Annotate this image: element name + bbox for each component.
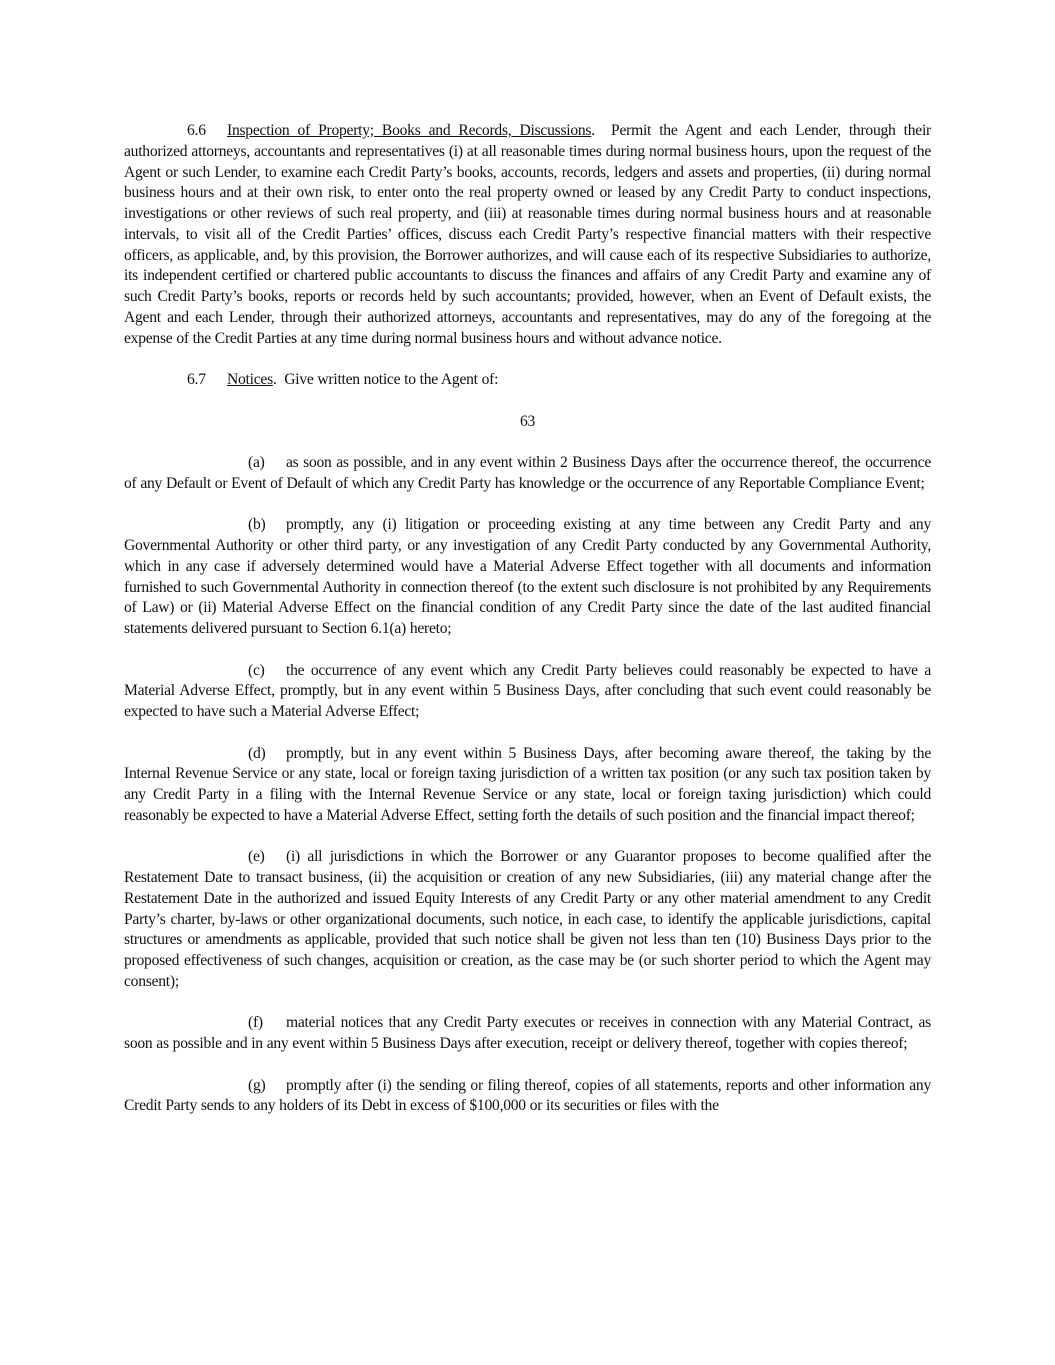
section-number: 6.6 [187,122,206,139]
clause-label: (a) [248,454,265,471]
clause-label: (d) [248,744,266,762]
section-heading: Notices [227,371,273,388]
clause-label: (c) [248,661,265,679]
clause-label: (f) [248,1014,263,1032]
clause-g [124,1076,931,1118]
section-heading: Inspection of Property; Books and Records, Discussions [227,122,592,139]
page-number: 63 [519,412,536,430]
clause-text: promptly after (i) the sending or filing thereof, copies of all statements, reports and other information any Credit Party sends to any holders of its Debt in excess of $100,000 or its securities or files with the [124,1076,931,1115]
clause-d [124,744,931,827]
clause-text: as soon as possible, and in any event within 2 Business Days after the occurrence thereof, the occurrence of any Default or Event of Default of which any Credit Party has knowledge or the occurrence of any Reportable Compliance Event; [124,454,931,492]
clause-b [124,515,931,640]
section-text: Give written notice to the Agent of: [284,371,499,388]
clause-f [124,1013,931,1055]
clause-a [124,453,931,495]
clause-label: (g) [248,1076,266,1094]
clause-label: (b) [248,516,266,534]
document-page [124,121,931,1138]
clause-text: the occurrence of any event which any Credit Party believes could reasonably be expected to have a Material Adverse Effect, promptly, but in any event within 5 Business Days, after concluding that such event could reasonably be expected to have such a Material Adverse Effect; [124,661,931,720]
clause-label: (e) [248,848,265,866]
section-number: 6.7 [187,371,206,388]
section-6-6: 6.6 Inspection of Property; Books and Records, Discussions. Permit the Agent and each Lender, through their authorized attorneys, accountants and representatives (i) at all reasonable times during normal business hours, upon the request of the Agent or such Lender, to examine each Credit Party’s books, accounts, records, ledgers and assets and properties, (ii) during normal business hours and at their own risk, to enter onto the real property owned or leased by any Credit Party to conduct inspections, investigations or other reviews of such real property, and (iii) at reasonable times during normal business hours and at reasonable intervals, to visit all of the Credit Parties’ offices, discuss each Credit Party’s respective financial matters with their respective officers, as applicable, and, by this provision, the Borrower authorizes, and will cause each of its respective Subsidiaries to authorize, its independent certified or chartered public accountants to discuss the finances and affairs of any Credit Party and examine any of such Credit Party’s books, reports or records held by such accountants; provided, however, when an Event of Default exists, the Agent and each Lender, through their authorized attorneys, accountants and representatives, may do any of the foregoing at the expense of the Credit Parties at any time during normal business hours and without advance notice. [124,122,931,347]
clause-text: (i) all jurisdictions in which the Borrower or any Guarantor proposes to become qualified after the Restatement Date to transact business, (ii) the acquisition or creation of any new Subsidiaries, (iii) any material change after the Restatement Date in the authorized and issued Equity Interests of any Credit Party or any other material amendment to any Credit Party’s charter, by-laws or other organizational documents, such notice, in each case, to identify the applicable jurisdictions, capital structures or amendments as applicable, provided that such notice shall be given not less than ten (10) Business Days prior to the proposed effectiveness of such changes, acquisition or creation, as the case may be (or such shorter period to which the Agent may consent); [124,848,931,990]
section-text: Permit the Agent and each Lender, through their authorized attorneys, accountants and representatives (i) at all reasonable times during normal business hours, upon the request of the Agent or such Lender, to examine each Credit Party’s books, accounts, records, ledgers and assets and properties, (ii) during normal business hours and at their own risk, to enter onto the real property owned or leased by any Credit Party to conduct inspections, investigations or other reviews of such real property, and (iii) at reasonable times during normal business hours and at reasonable intervals, to visit all of the Credit Parties’ offices, discuss each Credit Party’s respective financial matters with their respective officers, as applicable, and, by this provision, the Borrower authorizes, and will cause each of its respective Subsidiaries to authorize, its independent certified or chartered public accountants to discuss the finances and affairs of any Credit Party and examine any of such Credit Party’s books, reports or records held by such accountants; provided, however, when an Event of Default exists, the Agent and each Lender, through their authorized attorneys, accountants and representatives, may do any of the foregoing at the expense of the Credit Parties at any time during normal business hours and without advance notice. [124,122,931,347]
clause-text: promptly, any (i) litigation or proceeding existing at any time between any Credit Party and any Governmental Authority or other third party, or any investigation of any Credit Party conducted by any Governmental Authority, which in any case if adversely determined would have a Material Adverse Effect together with all documents and information furnished to such Governmental Authority in connection thereof (to the extent such disclosure is not prohibited by any Requirements of Law) or (ii) Material Adverse Effect on the financial condition of any Credit Party since the date of the last audited financial statements delivered pursuant to Section 6.1(a) hereto; [124,516,931,637]
clause-c [124,661,931,723]
clause-text: material notices that any Credit Party executes or receives in connection with any Material Contract, as soon as possible and in any event within 5 Business Days after execution, receipt or delivery thereof, together with copies thereof; [124,1014,931,1052]
clause-e [124,847,931,992]
section-6-7: 6.7 Notices. Give written notice to the Agent of: [124,370,931,391]
clause-text: promptly, but in any event within 5 Business Days, after becoming aware thereof, the taking by the Internal Revenue Service or any state, local or foreign taxing jurisdiction of a written tax position (or any such tax position taken by any Credit Party in a filing with the Internal Revenue Service or any state, local or foreign taxing jurisdiction) which could reasonably be expected to have a Material Adverse Effect, setting forth the details of such position and the financial impact thereof; [124,744,931,824]
